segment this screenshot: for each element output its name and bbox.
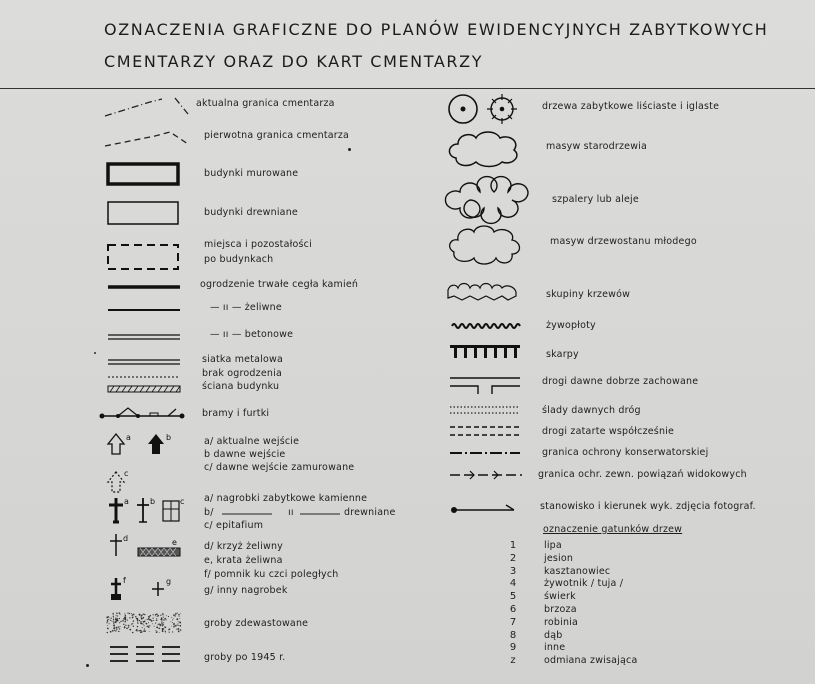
old-roads-preserved-symbol [450,374,522,396]
tombs-b-dash [222,512,282,516]
shrubs-symbol [446,280,522,306]
no-fence-symbol [108,374,182,380]
tombs-b-dash-2 [300,512,344,516]
svg-text:f: f [123,576,126,585]
species-number: 7 [509,616,517,628]
label-permanent-fence: ogrodzenie trwałe cegła kamień [200,279,359,290]
species-number: 1 [509,540,517,551]
label-memorial: f/ pomnik ku czci poległych [204,569,339,580]
cast-iron-fence-symbol [108,306,182,314]
label-brick-buildings: budynki murowane [204,168,299,179]
escarpments-symbol [450,344,522,360]
title-line-1: OZNACZENIA GRAFICZNE DO PLANÓW EWIDENCYJNYCH ZABYTKOWYCH [104,20,769,39]
label-no-fence: brak ogrodzenia [202,368,282,379]
label-entrance-c: c/ dawne wejście zamurowane [204,462,355,473]
species-name: jesion [544,552,574,564]
entrance-former-icon [144,432,174,458]
label-iron-grille: e, krata żeliwna [204,555,283,566]
old-tree-stand-symbol [446,128,522,168]
label-other-tomb: g/ inny nagrobek [204,585,288,596]
other-tomb-icon [150,576,176,602]
svg-text:a: a [124,497,129,506]
species-name: kasztanowiec [544,565,611,577]
label-remains-line1: miejsca i pozostałości [204,239,312,250]
species-name: brzoza [544,604,577,615]
label-roads-obliterated: drogi zatarte współcześnie [542,426,675,437]
label-gates: bramy i furtki [202,408,270,419]
label-wooden-buildings: budynki drewniane [204,207,298,218]
label-iron-cross: d/ krzyż żeliwny [204,541,283,552]
svg-text:e: e [172,538,177,547]
label-entrance-a: a/ aktualne wejście [204,436,300,447]
species-number: 3 [509,565,517,577]
label-photo-position: stanowisko i kierunek wyk. zdjęcia fotograf. [540,501,756,512]
label-historic-trees: drzewa zabytkowe liściaste i iglaste [542,101,720,112]
label-concrete-fence: — ıı — betonowe [210,329,294,340]
species-name: lipa [544,540,562,551]
label-escarpments: skarpy [546,349,579,360]
species-name: dąb [544,629,563,641]
photo-position-symbol [448,500,520,516]
permanent-fence-symbol [108,283,182,291]
label-devastated-graves: groby zdewastowane [204,618,309,629]
species-number: 6 [509,604,517,615]
label-tombs-a: a/ nagrobki zabytkowe kamienne [204,493,368,504]
epitaph-icon [160,496,188,526]
speck [348,148,351,151]
species-name: żywotnik / tuja / [544,578,624,590]
old-road-traces-symbol [450,404,522,416]
label-avenues: szpalery lub aleje [552,194,639,205]
building-wall-symbol [108,385,182,393]
conservation-boundary-symbol [450,449,522,457]
label-old-road-traces: ślady dawnych dróg [542,405,641,416]
label-view-protection-boundary: granica ochr. zewn. powiązań widokowych [538,469,747,480]
svg-text:a: a [126,433,131,442]
devastated-graves-symbol [106,612,186,636]
label-remains-line2: po budynkach [204,254,274,265]
svg-text:d: d [123,534,129,543]
species-number: z [510,655,516,667]
concrete-fence-symbol [108,333,182,341]
current-boundary-symbol [100,96,190,120]
iron-grille-icon [136,538,186,560]
speck [94,352,96,354]
label-tombs-b-ii: ıı [288,507,294,518]
wooden-building-symbol [106,200,182,228]
label-original-boundary: pierwotna granica cmentarza [204,130,350,141]
species-number: 8 [509,629,517,641]
species-name: świerk [544,591,576,603]
label-tombs-b: b/ [204,507,214,518]
label-old-tree-stand: masyw starodrzewia [546,141,648,152]
header-divider [0,88,815,89]
species-number: 2 [509,552,517,564]
original-boundary-symbol [100,128,190,152]
species-header: oznaczenie gatunków drzew [543,524,683,535]
roads-obliterated-symbol [450,424,522,438]
post1945-graves-symbol [108,642,184,668]
species-name: odmiana zwisająca [544,655,638,667]
label-building-wall: ściana budynku [202,381,280,392]
label-conservation-boundary: granica ochrony konserwatorskiej [542,447,709,458]
wooden-tomb-icon [134,496,158,526]
species-number: 4 [509,578,517,590]
wire-mesh-fence-symbol [108,358,182,366]
entrance-walled-icon [104,468,132,496]
label-hedges: żywopłoty [546,320,596,331]
view-protection-boundary-symbol [450,469,526,481]
species-name: robinia [544,616,579,628]
hedges-symbol [452,322,522,330]
svg-text:b: b [150,497,156,506]
label-shrubs: skupiny krzewów [546,289,631,300]
svg-text:c: c [124,469,129,478]
young-tree-stand-symbol [446,222,522,266]
svg-text:b: b [166,433,172,442]
label-tombs-wooden: drewniane [344,507,396,518]
gates-symbol [98,404,188,422]
label-epitaph: c/ epitafium [204,520,264,531]
brick-building-symbol [106,162,182,186]
label-old-roads-preserved: drogi dawne dobrze zachowane [542,376,699,387]
species-number: 9 [509,642,517,654]
iron-cross-icon [106,532,136,560]
title-line-2: CMENTARZY ORAZ DO KART CMENTARZY [104,52,484,71]
memorial-icon [108,574,134,604]
building-remains-symbol [106,243,182,273]
avenues-symbol [446,188,522,212]
species-name: inne [544,642,566,654]
label-young-tree-stand: masyw drzewostanu młodego [550,236,697,247]
svg-text:g: g [166,577,172,586]
label-current-boundary: aktualna granica cmentarza [196,98,335,109]
speck [86,664,89,667]
historic-trees-icon [446,92,522,126]
svg-text:c: c [180,497,185,506]
label-cast-iron-fence: — ıı — żeliwne [210,302,282,313]
stone-tomb-icon [106,496,132,526]
species-number: 5 [509,591,517,603]
label-entrance-b: b dawne wejście [204,449,286,460]
label-wire-mesh: siatka metalowa [202,354,283,365]
label-post1945-graves: groby po 1945 r. [204,652,286,663]
entrance-current-icon [104,432,134,458]
